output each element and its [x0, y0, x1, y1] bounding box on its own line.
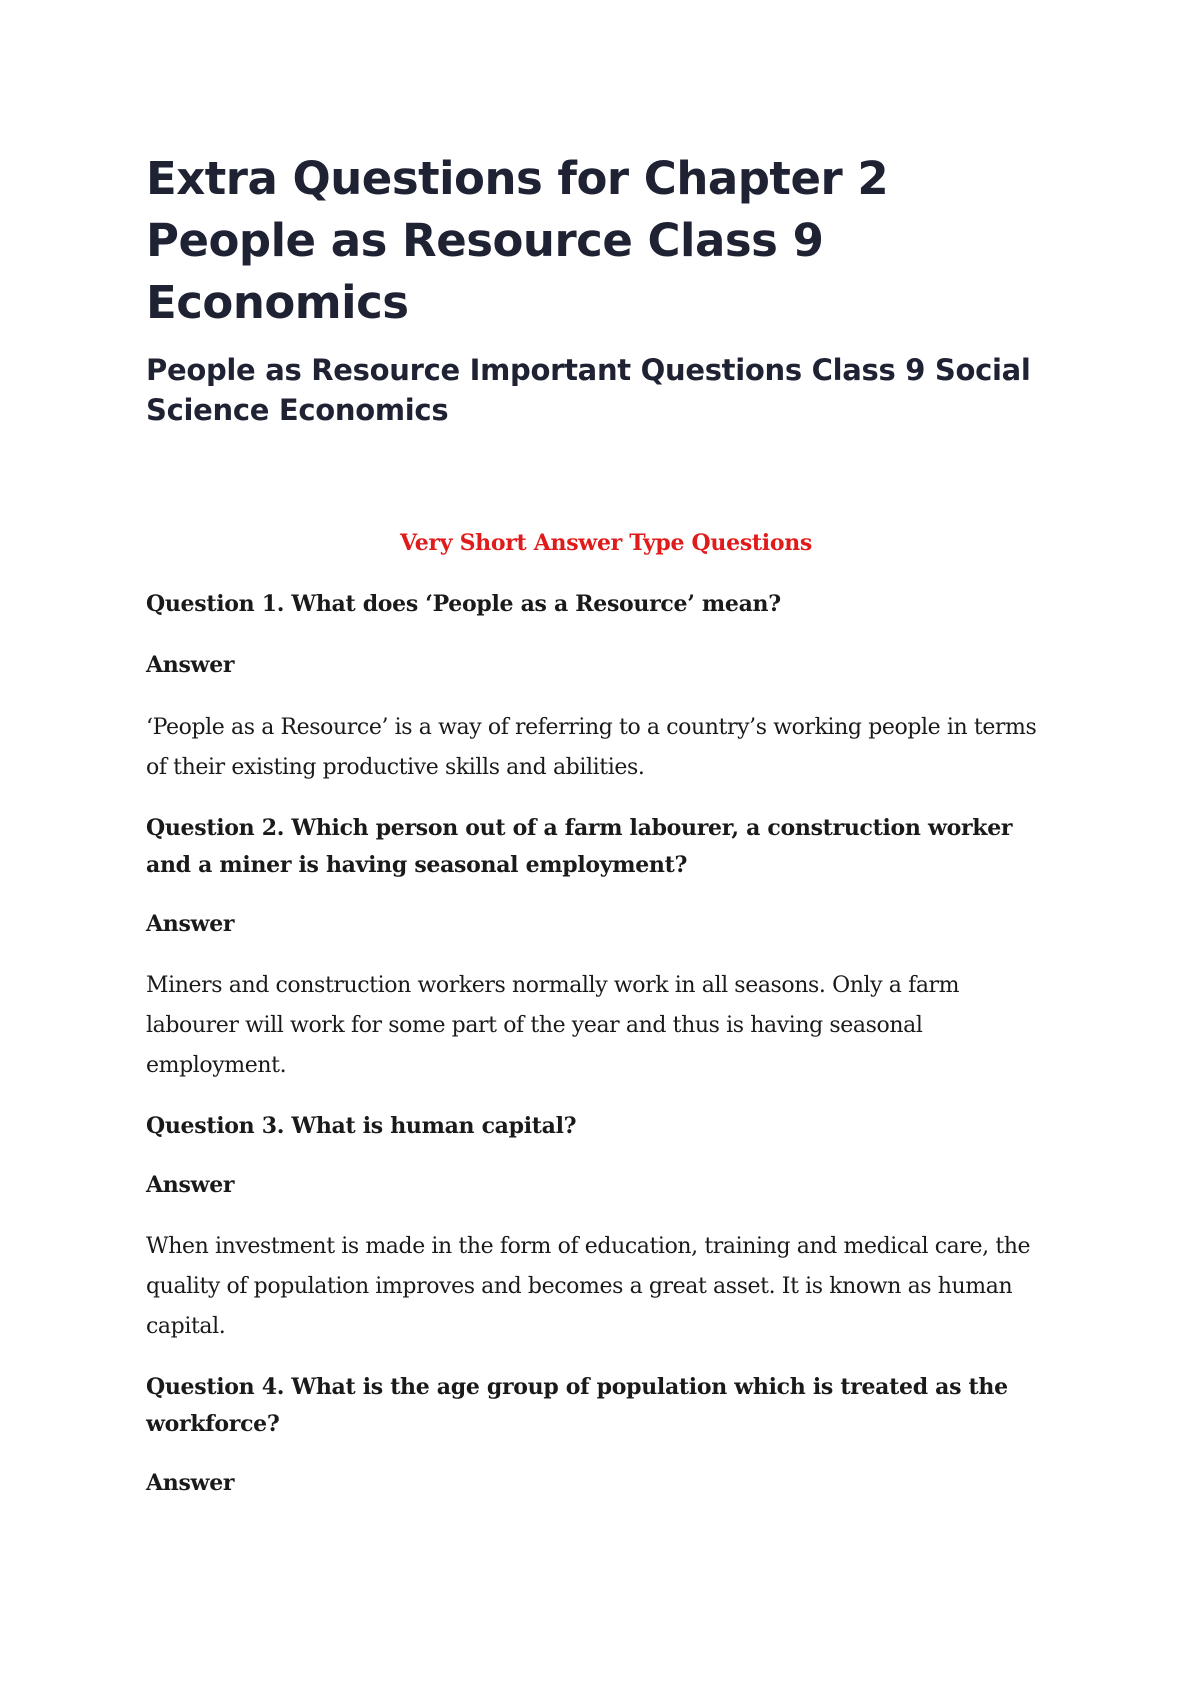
- question-2: Question 2. Which person out of a farm labourer, a construction worker and a miner is having seasonal employment?: [146, 815, 1013, 878]
- answer-label-3: Answer: [146, 1172, 235, 1198]
- section-heading: Very Short Answer Type Questions: [400, 530, 812, 556]
- answer-label-1: Answer: [146, 652, 235, 678]
- answer-label-4: Answer: [146, 1470, 235, 1496]
- answer-2: Miners and construction workers normally work in all seasons. Only a farm labourer will work for some part of the year and thus is having seasonal employment.: [146, 973, 960, 1078]
- qa-item-2: [146, 810, 1066, 1086]
- page-subtitle: People as Resource Important Questions Class 9 Social Science Economics: [146, 353, 1031, 427]
- qa-item-4: [146, 1369, 1066, 1499]
- answer-label-2: Answer: [146, 911, 235, 937]
- question-3: Question 3. What is human capital?: [146, 1113, 577, 1139]
- page-title: Extra Questions for Chapter 2 People as Resource Class 9 Economics: [146, 152, 889, 329]
- question-1: Question 1. What does ‘People as a Resource’ mean?: [146, 591, 781, 617]
- document-page: [146, 148, 1066, 1499]
- answer-3: When investment is made in the form of education, training and medical care, the quality of population improves and becomes a great asset. It is known as human capital.: [146, 1234, 1031, 1339]
- qa-item-3: [146, 1108, 1066, 1347]
- answer-1: ‘People as a Resource’ is a way of referring to a country’s working people in terms of their existing productive skills and abilities.: [146, 715, 1037, 780]
- question-4: Question 4. What is the age group of population which is treated as the workforce?: [146, 1374, 1008, 1437]
- qa-item-1: [146, 586, 1066, 788]
